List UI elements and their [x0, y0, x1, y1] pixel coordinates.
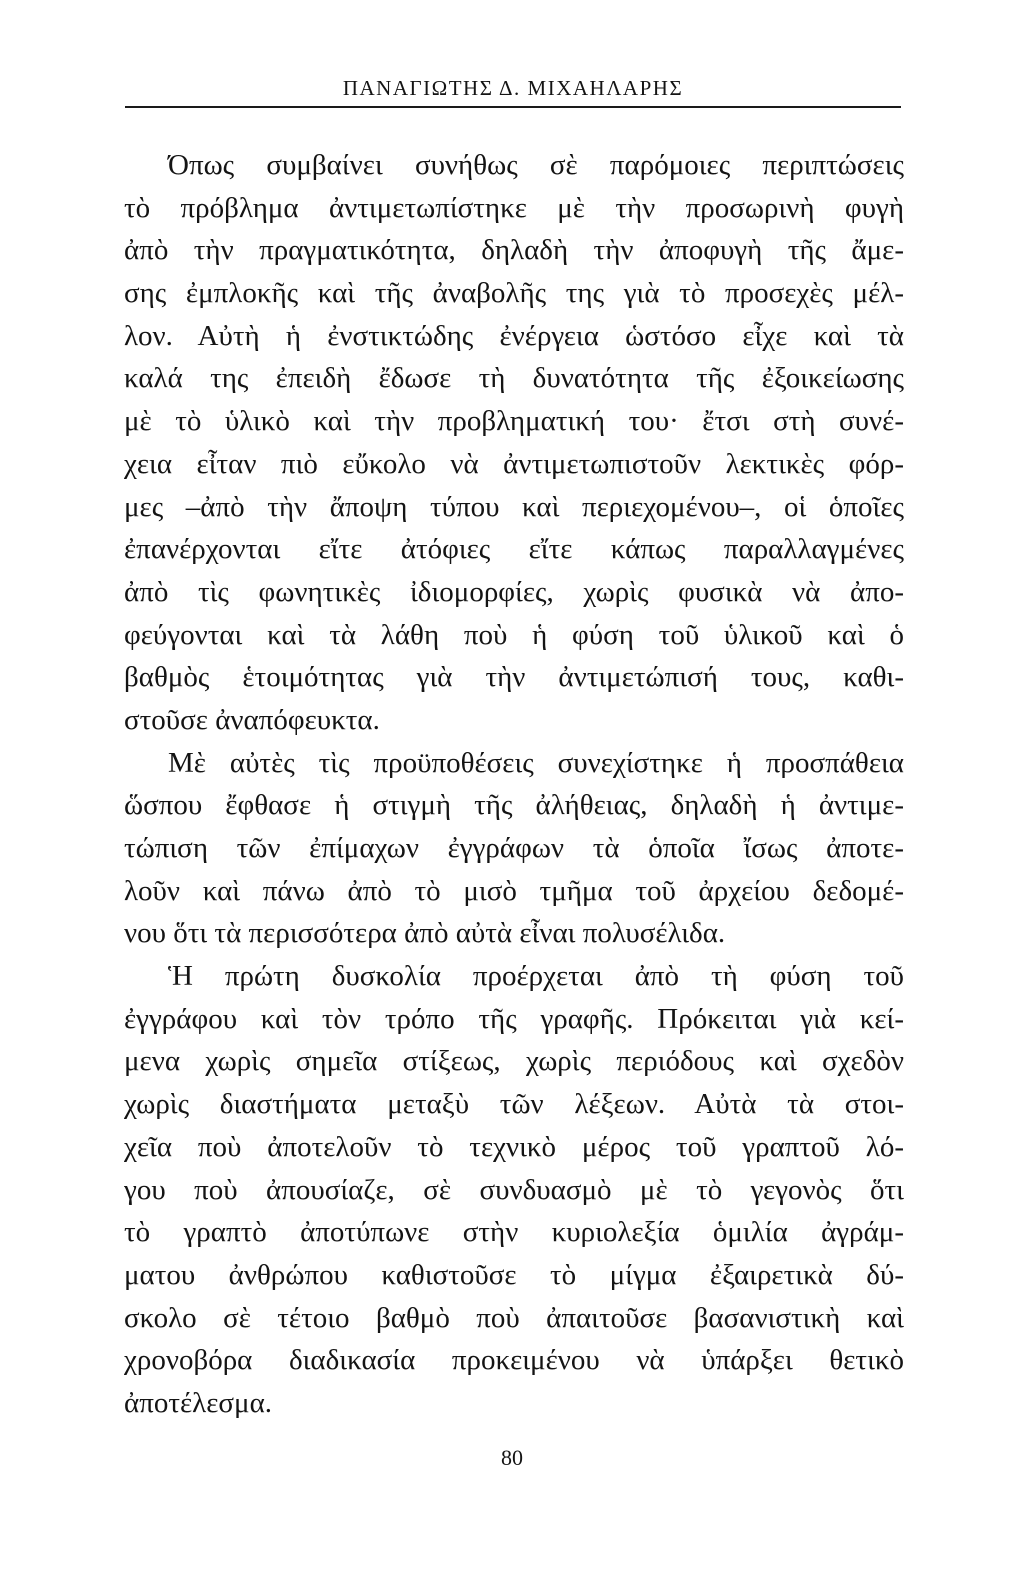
text-line: σκολο σὲ τέτοιο βαθμὸ ποὺ ἀπαιτοῦσε βασανιστικὴ καὶ: [124, 1301, 904, 1334]
text-line: λον. Αὐτὴ ἡ ἐνστικτώδης ἐνέργεια ὡστόσο εἶχε καὶ τὰ: [124, 319, 904, 352]
page-number: 80: [501, 1445, 523, 1470]
text-line: Μὲ αὐτὲς τὶς προϋποθέσεις συνεχίστηκε ἡ προσπάθεια: [168, 746, 904, 779]
text-line: ἐγγράφου καὶ τὸν τρόπο τῆς γραφῆς. Πρόκειται γιὰ κεί-: [124, 1002, 904, 1035]
text-line: Όπως συμβαίνει συνήθως σὲ παρόμοιες περιπτώσεις: [168, 149, 904, 181]
text-line: φεύγονται καὶ τὰ λάθη ποὺ ἡ φύση τοῦ ὑλικοῦ καὶ ὁ: [124, 618, 904, 651]
text-line: ἀπὸ τὴν πραγματικότητα, δηλαδὴ τὴν ἀποφυγὴ τῆς ἄμε-: [124, 234, 904, 267]
paragraph-2: [124, 742, 904, 955]
text-line: τὸ πρόβλημα ἀντιμετωπίστηκε μὲ τὴν προσωρινὴ φυγὴ: [124, 191, 904, 224]
paragraph-1: [124, 144, 904, 742]
text-line: χεῖα ποὺ ἀποτελοῦν τὸ τεχνικὸ μέρος τοῦ γραπτοῦ λό-: [124, 1130, 904, 1163]
text-line: γου ποὺ ἀπουσίαζε, σὲ συνδυασμὸ μὲ τὸ γεγονὸς ὅτι: [124, 1173, 904, 1206]
text-line: βαθμὸς ἑτοιμότητας γιὰ τὴν ἀντιμετώπισή τους, καθι-: [124, 661, 904, 694]
text-line: μὲ τὸ ὑλικὸ καὶ τὴν προβληματική του· ἔτσι στὴ συνέ-: [124, 405, 904, 438]
text-line: τὸ γραπτὸ ἀποτύπωνε στὴν κυριολεξία ὁμιλία ἀγράμ-: [124, 1216, 904, 1249]
text-line: ἐπανέρχονται εἴτε ἀτόφιες εἴτε κάπως παραλλαγμένες: [124, 533, 904, 566]
text-line: τώπιση τῶν ἐπίμαχων ἐγγράφων τὰ ὁποῖα ἴσως ἀποτε-: [124, 832, 904, 864]
text-line: χρονοβόρα διαδικασία προκειμένου νὰ ὑπάρξει θετικὸ: [124, 1344, 904, 1377]
text-line: νου ὅτι τὰ περισσότερα ἀπὸ αὐτὰ εἶναι πολυσέλιδα.: [124, 917, 726, 950]
text-line: χωρὶς διαστήματα μεταξὺ τῶν λέξεων. Αὐτὰ τὰ στοι-: [124, 1088, 904, 1121]
body-text: [124, 144, 904, 1425]
text-line: χεια εἶταν πιὸ εὔκολο νὰ ἀντιμετωπιστοῦν λεκτικὲς φόρ-: [124, 447, 904, 480]
text-line: λοῦν καὶ πάνω ἀπὸ τὸ μισὸ τμῆμα τοῦ ἀρχείου δεδομέ-: [124, 874, 904, 907]
text-line: σης ἐμπλοκῆς καὶ τῆς ἀναβολῆς της γιὰ τὸ προσεχὲς μέλ-: [124, 277, 904, 310]
text-line: Ἡ πρώτη δυσκολία προέρχεται ἀπὸ τὴ φύση τοῦ: [168, 960, 904, 993]
text-line: ἀπὸ τὶς φωνητικὲς ἰδιομορφίες, χωρὶς φυσικὰ νὰ ἀπο-: [124, 575, 904, 608]
text-line: ἀποτέλεσμα.: [124, 1386, 273, 1419]
text-line: ματου ἀνθρώπου καθιστοῦσε τὸ μίγμα ἐξαιρετικὰ δύ-: [124, 1258, 904, 1291]
text-line: καλά της ἐπειδὴ ἔδωσε τὴ δυνατότητα τῆς ἐξοικείωσης: [124, 362, 904, 395]
text-line: μενα χωρὶς σημεῖα στίξεως, χωρὶς περιόδους καὶ σχεδὸν: [124, 1045, 904, 1078]
text-line: μες –ἀπὸ τὴν ἄποψη τύπου καὶ περιεχομένου–, οἱ ὁποῖες: [124, 490, 904, 523]
text-line: στοῦσε ἀναπόφευκτα.: [124, 703, 380, 736]
running-head: ΠΑΝΑΓΙΩΤΗΣ Δ. ΜΙΧΑΗΛΑΡΗΣ: [342, 76, 684, 100]
text-line: ὥσπου ἔφθασε ἡ στιγμὴ τῆς ἀλήθειας, δηλαδὴ ἡ ἀντιμε-: [124, 789, 904, 822]
header-rule: [125, 106, 901, 108]
paragraph-3: [124, 955, 904, 1425]
